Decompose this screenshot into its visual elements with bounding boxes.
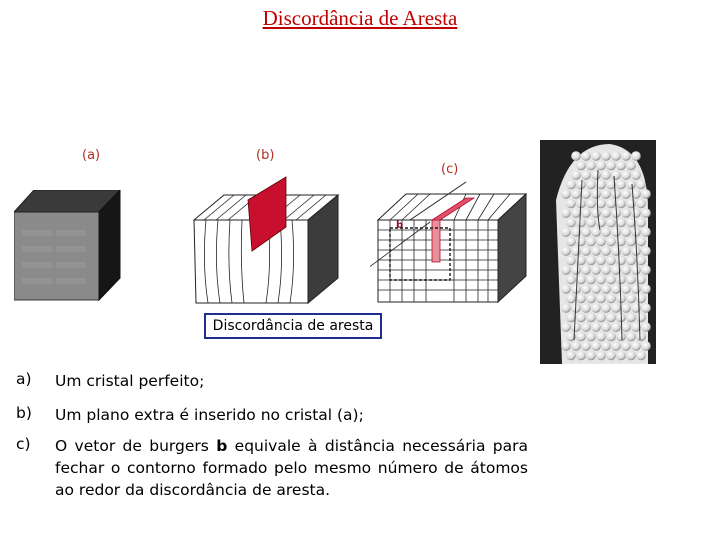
figure-caption: Discordância de aresta [204,313,382,339]
atom-bubble [611,322,621,332]
list-text-post: equivale à distância necessária para fechar o contorno formado pelo mesmo número de átomos ao redor da discordância de aresta. [55,437,528,499]
atom-bubble [631,341,641,351]
atom-bubble [586,199,596,209]
atom-bubble [591,151,601,161]
atom-bubble [571,151,581,161]
atom-bubble [576,180,586,190]
atom-bubble [621,265,631,275]
atom-bubble [621,208,631,218]
atom-bubble [616,351,626,361]
atom-bubble [601,322,611,332]
atom-bubble [606,332,616,342]
atom-bubble [601,151,611,161]
atom-bubble [621,170,631,180]
atom-bubble [566,275,576,285]
perfect-crystal-illustration [14,190,164,305]
atom-bubble [596,351,606,361]
atom-bubble [641,322,651,332]
atom-bubble [581,170,591,180]
atom-bubble [631,265,641,275]
atom-bubble [586,351,596,361]
list-marker: a) [16,370,32,388]
atom-bubble [626,161,636,171]
atom-bubble [596,256,606,266]
atom-bubble [586,218,596,228]
atom-bubble [581,227,591,237]
atom-bubble [641,341,651,351]
atom-bubble [626,313,636,323]
atom-bubble [636,294,646,304]
atom-bubble [611,151,621,161]
atom-bubble [626,275,636,285]
atom-bubble [621,246,631,256]
atom-bubble [581,322,591,332]
atom-bubble [586,161,596,171]
atom-bubble [591,246,601,256]
atom-bubble [596,161,606,171]
atom-bubble [576,294,586,304]
atom-bubble [606,161,616,171]
page-title: Discordância de Aresta [262,6,458,30]
atom-bubble [606,199,616,209]
atom-bubble [621,322,631,332]
atom-bubble [631,170,641,180]
atom-bubble [561,265,571,275]
atom-bubble [606,313,616,323]
atom-bubble [616,161,626,171]
atom-bubble [566,294,576,304]
atom-bubble [621,189,631,199]
atom-bubble [571,189,581,199]
burgers-circuit-illustration [370,180,530,310]
atom-bubble [581,303,591,313]
atom-bubble [576,313,586,323]
atom-bubble [566,218,576,228]
atom-bubble [641,246,651,256]
atom-bubble [596,275,606,285]
atom-bubble [601,265,611,275]
atom-bubble [616,275,626,285]
list-marker: b) [16,404,32,422]
atom-bubble [621,227,631,237]
atom-bubble [561,303,571,313]
atom-bubble [581,189,591,199]
atom-bubble [616,256,626,266]
atom-bubble [561,189,571,199]
list-marker: c) [16,435,31,453]
atom-bubble [561,322,571,332]
atom-bubble [641,189,651,199]
atom-bubble [606,275,616,285]
figure-label-b: (b) [256,148,275,163]
atom-bubble [601,189,611,199]
list-text: Um cristal perfeito; [55,372,205,390]
atom-bubble [586,332,596,342]
atom-bubble [576,351,586,361]
atom-bubble [621,303,631,313]
atom-bubble [611,284,621,294]
atom-bubble [571,170,581,180]
atom-bubble [636,351,646,361]
atom-bubble [591,208,601,218]
atom-bubble [576,237,586,247]
atomic-model-photo [540,140,656,364]
atom-bubble [571,208,581,218]
atom-bubble [596,218,606,228]
figure-label-a: (a) [82,148,101,163]
atom-bubble [631,284,641,294]
atom-bubble [586,294,596,304]
atom-bubble [566,199,576,209]
atom-bubble [576,332,586,342]
atom-bubble [581,246,591,256]
atom-bubble [601,170,611,180]
atom-bubble [636,332,646,342]
atom-bubble [601,208,611,218]
atom-bubble [561,227,571,237]
atom-bubble [591,303,601,313]
atom-bubble [631,208,641,218]
atom-bubble [576,161,586,171]
atom-bubble [581,208,591,218]
atom-bubble [621,151,631,161]
atom-bubble [641,227,651,237]
atom-bubble [641,265,651,275]
atom-bubble [611,227,621,237]
atom-bubble [591,265,601,275]
atom-bubble [606,218,616,228]
atom-bubble [626,180,636,190]
atom-bubble [626,199,636,209]
atom-bubble [561,341,571,351]
atom-bubble [601,341,611,351]
atom-bubble [611,246,621,256]
atom-bubble [611,170,621,180]
atom-bubble [596,294,606,304]
atom-bubble [606,294,616,304]
atom-bubble [566,180,576,190]
atom-bubble [636,237,646,247]
atom-bubble [581,265,591,275]
atom-bubble [566,237,576,247]
atom-bubble [586,275,596,285]
atom-bubble [596,237,606,247]
atom-bubble [591,284,601,294]
atom-bubble [581,151,591,161]
atom-bubble [616,180,626,190]
atom-bubble [641,208,651,218]
atom-bubble [611,341,621,351]
list-text [55,435,528,501]
atom-bubble [566,256,576,266]
atom-bubble [571,246,581,256]
atom-bubble [571,322,581,332]
atom-bubble [586,256,596,266]
atom-bubble [641,303,651,313]
atom-bubble [621,341,631,351]
burgers-vector-label: b [396,220,404,231]
atom-bubble [636,180,646,190]
atom-bubble [626,294,636,304]
atom-bubble [606,351,616,361]
atom-bubble [596,332,606,342]
atom-bubble [626,256,636,266]
atom-bubble [611,189,621,199]
atom-bubble [606,237,616,247]
atom-bubble [591,189,601,199]
atom-bubble [566,351,576,361]
atom-bubble [581,341,591,351]
atom-bubble [611,303,621,313]
atom-bubble [631,151,641,161]
atom-bubble [581,284,591,294]
atom-bubble [601,227,611,237]
atom-bubble [586,237,596,247]
atom-bubble [591,322,601,332]
extra-plane-crystal-illustration [190,175,350,305]
figure-label-c: (c) [441,162,459,177]
atom-bubble [576,218,586,228]
atom-bubble [561,284,571,294]
atom-bubble [571,265,581,275]
atom-bubble [591,170,601,180]
atom-bubble [586,313,596,323]
atom-bubble [561,208,571,218]
atom-bubble [636,313,646,323]
atom-bubble [561,246,571,256]
atom-bubble [626,237,636,247]
atom-bubble [621,284,631,294]
atom-bubble [601,303,611,313]
atom-bubble [566,313,576,323]
atom-bubble [606,256,616,266]
burgers-vector-symbol: b [216,437,228,455]
atom-bubble [616,332,626,342]
atom-bubble [586,180,596,190]
atom-bubble [616,199,626,209]
atom-bubble [636,218,646,228]
list-text-pre: O vetor de burgers [55,437,217,455]
atom-bubble [601,284,611,294]
atom-bubble [596,313,606,323]
atom-bubble [636,199,646,209]
atom-bubble [601,246,611,256]
atom-bubble [641,284,651,294]
atom-bubble [591,341,601,351]
atom-bubble [626,351,636,361]
atom-bubble [571,341,581,351]
atom-bubble [626,332,636,342]
list-text: Um plano extra é inserido no cristal (a); [55,406,364,424]
